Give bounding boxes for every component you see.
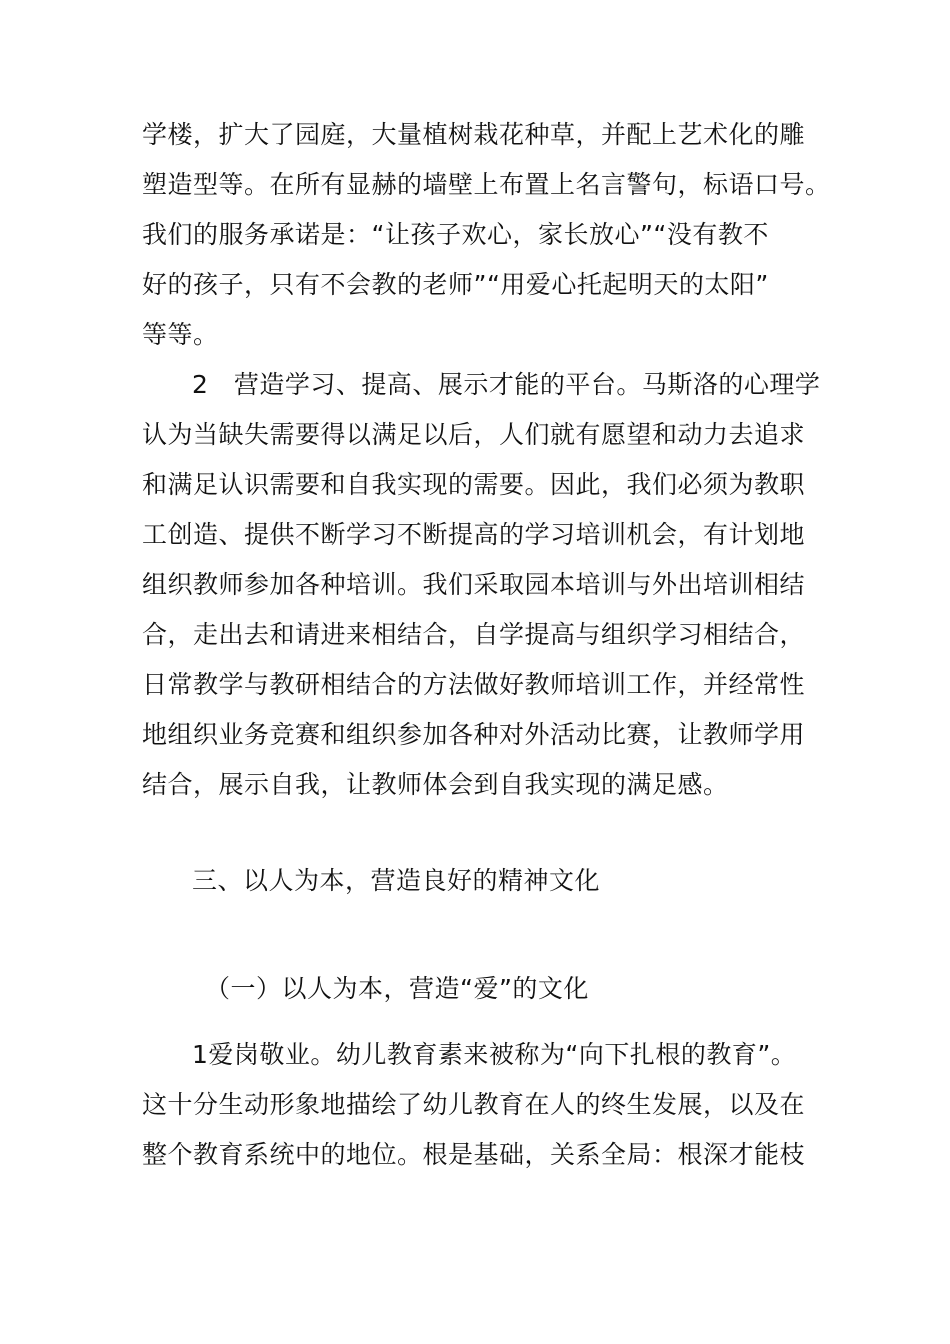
paragraph-line: 2 营造学习、提高、展示才能的平台。马斯洛的心理学 xyxy=(192,370,821,399)
paragraph-line: 1爱岗敬业。幼儿教育素来被称为“向下扎根的教育”。 xyxy=(192,1040,797,1069)
paragraph-line: 日常教学与教研相结合的方法做好教师培训工作，并经常性 xyxy=(142,670,806,699)
paragraph-line: 和满足认识需要和自我实现的需要。因此，我们必须为教职 xyxy=(142,470,806,499)
paragraph-line: 整个教育系统中的地位。根是基础，关系全局：根深才能枝 xyxy=(142,1140,806,1169)
paragraph-line: 合，走出去和请进来相结合，自学提高与组织学习相结合， xyxy=(142,620,806,649)
paragraph-line: 好的孩子，只有不会教的老师”“用爱心托起明天的太阳” xyxy=(142,270,769,299)
paragraph-line: 等等。 xyxy=(142,320,219,349)
paragraph-line: 塑造型等。在所有显赫的墙壁上布置上名言警句，标语口号。 xyxy=(142,170,831,199)
paragraph-line: 工创造、提供不断学习不断提高的学习培训机会，有计划地 xyxy=(142,520,806,549)
paragraph-line: 这十分生动形象地描绘了幼儿教育在人的终生发展，以及在 xyxy=(142,1090,806,1119)
paragraph-line: 组织教师参加各种培训。我们采取园本培训与外出培训相结 xyxy=(142,570,806,599)
paragraph-line: 我们的服务承诺是：“让孩子欢心，家长放心”“没有教不 xyxy=(142,220,769,249)
paragraph-line: 认为当缺失需要得以满足以后，人们就有愿望和动力去追求 xyxy=(142,420,806,449)
paragraph-line: 学楼，扩大了园庭，大量植树栽花种草，并配上艺术化的雕 xyxy=(142,120,806,149)
subsection-heading: （一）以人为本，营造“爱”的文化 xyxy=(205,974,589,1003)
paragraph-line: 地组织业务竞赛和组织参加各种对外活动比赛，让教师学用 xyxy=(142,720,806,749)
section-heading: 三、以人为本，营造良好的精神文化 xyxy=(192,866,601,895)
paragraph-line: 结合，展示自我，让教师体会到自我实现的满足感。 xyxy=(142,770,729,799)
